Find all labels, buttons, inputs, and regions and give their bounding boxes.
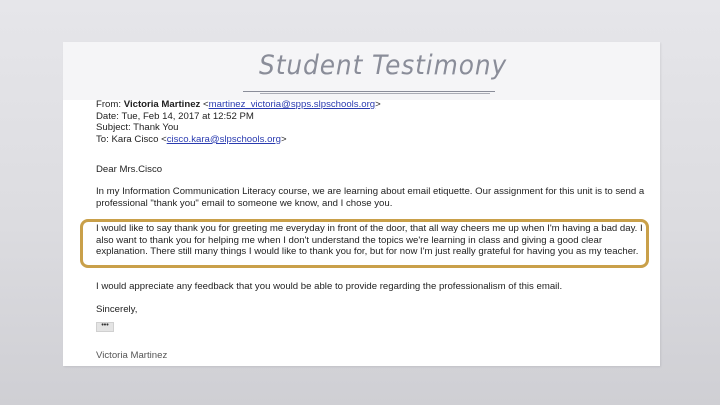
date-label: Date: [96,110,119,122]
greeting: Dear Mrs.Cisco [96,164,163,175]
email-body [96,99,656,361]
sender-email-link[interactable]: martinez_victoria@spps.slpschools.org [208,99,376,110]
paragraph-intro: In my Information Communication Literacy course, we are learning about email etiquette. Our assignment for this unit is to send a professional "thank you" email to someone we know, and I chose you. [96,186,645,209]
signoff: Sincerely, [96,304,138,315]
email-from: From: Victoria Martinez <martinez_victoria@spps.slpschools.org> [96,99,381,110]
subject-value: Thank You [133,122,179,134]
signature: Victoria Martinez [96,350,168,361]
recipient-email-link[interactable]: cisco.kara@slpschools.org [166,133,281,145]
recipient-name: Kara Cisco [111,133,159,145]
paragraph-feedback: I would appreciate any feedback that you would be able to provide regarding the professionalism of this email. [96,281,563,292]
email-subject [96,122,656,134]
page-title: Student Testimony [259,50,508,81]
from-label: From: [96,99,122,110]
paragraph-highlighted: I would like to say thank you for greeting me everyday in front of the door, that all way cheers me up when I'm having a bad day. I also want to thank you for helping me when I don't understand the topics we're learning in class and giving a good clear explanation. There still many things I would like to thank you for, but for now I'm just really grateful for having you as my teacher. [96,223,643,258]
title-underline [243,91,495,92]
email-date [96,111,656,123]
title-underline-2 [260,93,490,94]
highlight-box [80,219,649,268]
subject-label: Subject: [96,122,131,134]
date-value: Tue, Feb 14, 2017 at 12:52 PM [121,110,254,122]
email-to: To: Kara Cisco <cisco.kara@slpschools.org> [96,133,287,145]
show-trimmed-content-button[interactable]: ••• [96,322,114,332]
to-label: To: [96,133,109,145]
sender-name: Victoria Martinez [123,99,201,110]
